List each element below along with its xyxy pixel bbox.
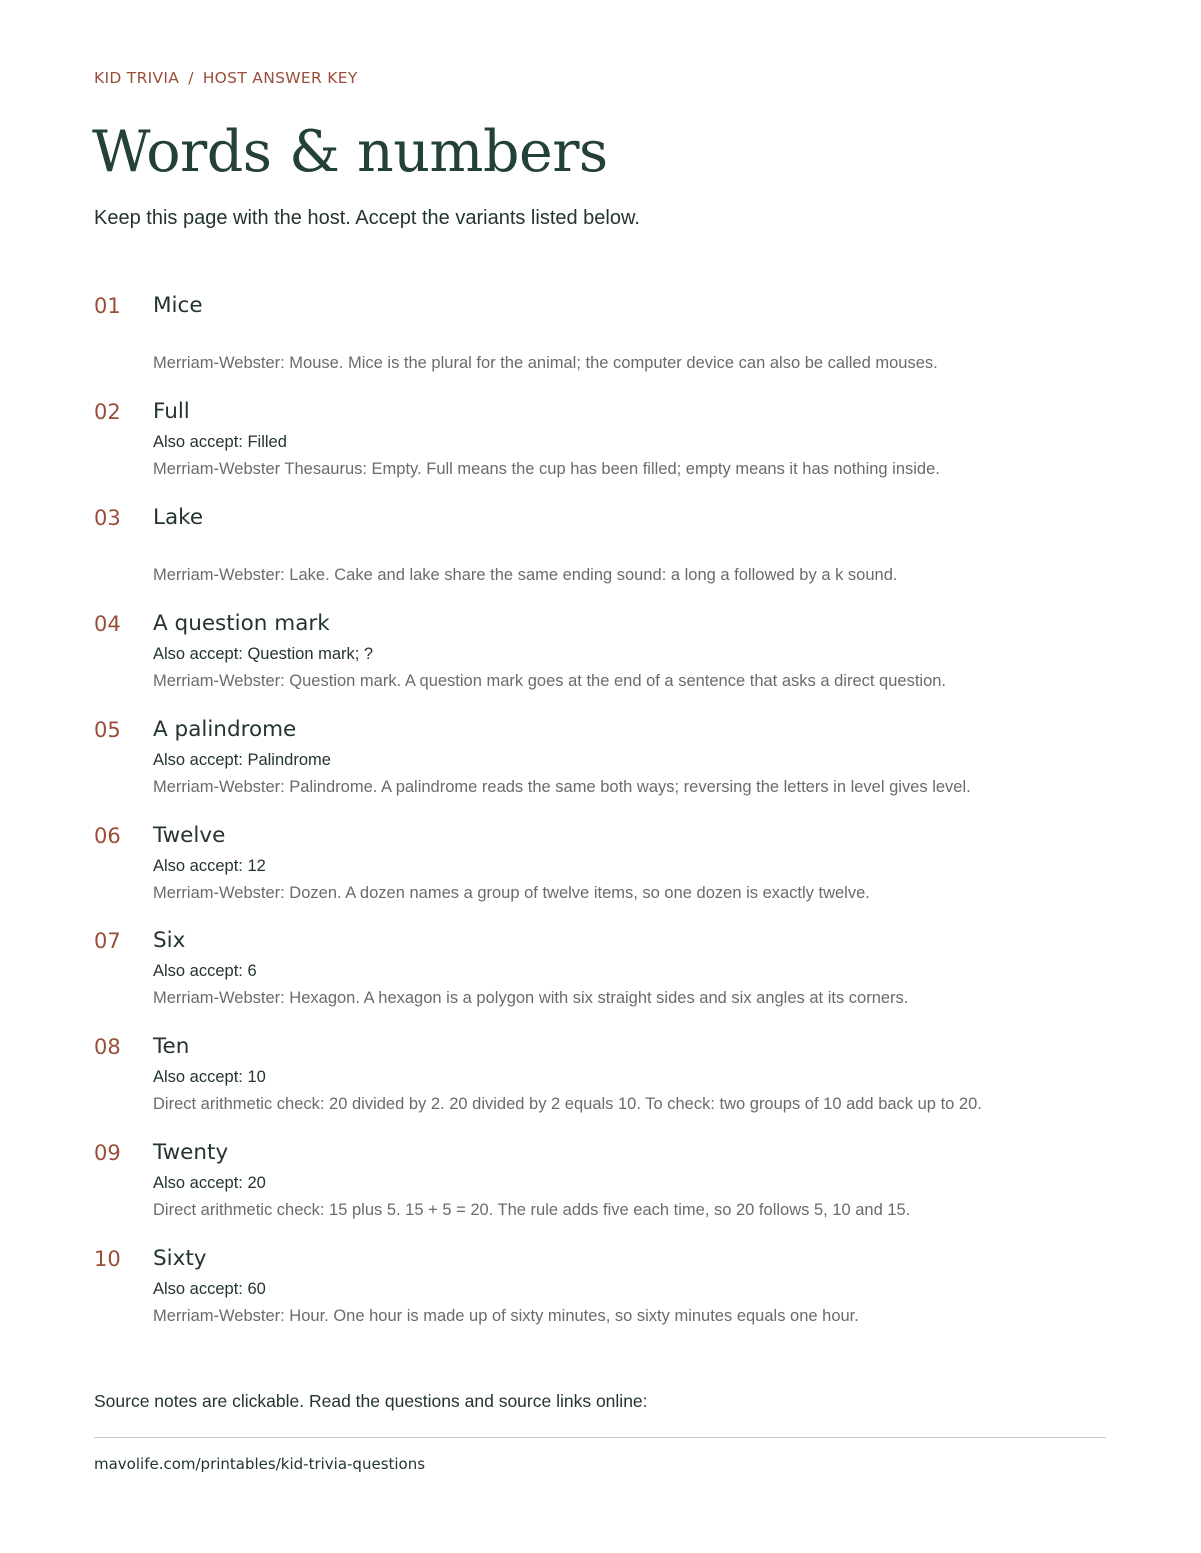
page-subtitle: Keep this page with the host. Accept the variants listed below. bbox=[94, 207, 640, 229]
accepted-variants: Also accept: Palindrome bbox=[153, 750, 331, 769]
answer-text: A palindrome bbox=[153, 716, 297, 742]
answer-item bbox=[94, 292, 1106, 398]
answer-text: Six bbox=[153, 928, 186, 954]
eyebrow-separator: / bbox=[188, 69, 194, 87]
answer-text: Mice bbox=[153, 293, 203, 318]
answer-item bbox=[94, 504, 1106, 610]
accepted-variants: Also accept: Filled bbox=[153, 432, 287, 451]
question-number: 06 bbox=[94, 823, 121, 848]
answer-text: Ten bbox=[153, 1034, 190, 1060]
answer-item bbox=[94, 1033, 1106, 1139]
source-note-link[interactable]: Merriam-Webster: Lake. Cake and lake share the same ending sound: a long a followed by a k sound. bbox=[153, 565, 898, 584]
answer-text: Sixty bbox=[153, 1246, 207, 1272]
source-note-link[interactable]: Merriam-Webster: Dozen. A dozen names a group of twelve items, so one dozen is exactly twelve. bbox=[153, 883, 870, 902]
footer-divider bbox=[94, 1437, 1106, 1438]
footer-note: Source notes are clickable. Read the questions and source links online: bbox=[94, 1391, 648, 1411]
answer-text: Lake bbox=[153, 504, 204, 530]
answer-text: Full bbox=[153, 398, 190, 424]
question-number: 01 bbox=[94, 294, 121, 318]
question-number: 08 bbox=[94, 1035, 121, 1060]
answer-item bbox=[94, 398, 1106, 504]
source-note-link[interactable]: Direct arithmetic check: 20 divided by 2. 20 divided by 2 equals 10. To check: two groups of 10 add back up to 20. bbox=[153, 1095, 982, 1114]
footer-url-link[interactable]: mavolife.com/printables/kid-trivia-questions bbox=[94, 1455, 426, 1473]
accepted-variants: Also accept: 20 bbox=[153, 1174, 266, 1193]
answer-item bbox=[94, 927, 1106, 1033]
answer-item bbox=[94, 716, 1106, 822]
accepted-variants: Also accept: 10 bbox=[153, 1068, 266, 1087]
question-number: 09 bbox=[94, 1141, 121, 1166]
source-note-link[interactable]: Merriam-Webster Thesaurus: Empty. Full means the cup has been filled; empty means it has nothing inside. bbox=[153, 459, 940, 478]
source-note-link[interactable]: Direct arithmetic check: 15 plus 5. 15 + 5 = 20. The rule adds five each time, so 20 follows 5, 10 and 15. bbox=[153, 1201, 911, 1220]
eyebrow-doc-type: HOST ANSWER KEY bbox=[202, 69, 358, 87]
question-number: 04 bbox=[94, 611, 121, 636]
source-note-link[interactable]: Merriam-Webster: Palindrome. A palindrome reads the same both ways; reversing the letters in level gives level. bbox=[153, 777, 971, 796]
eyebrow-section: KID TRIVIA bbox=[94, 69, 180, 87]
source-note-link[interactable]: Merriam-Webster: Question mark. A question mark goes at the end of a sentence that asks a direct question. bbox=[153, 671, 947, 690]
question-number: 02 bbox=[94, 399, 121, 424]
accepted-variants: Also accept: 60 bbox=[153, 1280, 266, 1299]
accepted-variants: Also accept: Question mark; ? bbox=[153, 644, 374, 663]
answer-item bbox=[94, 610, 1106, 716]
answer-item bbox=[94, 1139, 1106, 1245]
source-note-link[interactable]: Merriam-Webster: Hour. One hour is made up of sixty minutes, so sixty minutes equals one hour. bbox=[153, 1307, 859, 1326]
answer-item bbox=[94, 1245, 1106, 1351]
question-number: 05 bbox=[94, 717, 121, 742]
source-note-link[interactable]: Merriam-Webster: Hexagon. A hexagon is a polygon with six straight sides and six angles at its corners. bbox=[153, 989, 909, 1008]
question-number: 10 bbox=[94, 1247, 121, 1272]
answer-text: Twelve bbox=[153, 822, 226, 848]
accepted-variants: Also accept: 6 bbox=[153, 962, 257, 981]
source-note-link[interactable]: Merriam-Webster: Mouse. Mice is the plural for the animal; the computer device can also be called mouses. bbox=[153, 354, 938, 372]
eyebrow bbox=[94, 69, 358, 87]
answer-text: A question mark bbox=[153, 610, 330, 636]
answer-item bbox=[94, 822, 1106, 928]
page-title: Words & numbers bbox=[92, 119, 608, 185]
answer-text: Twenty bbox=[153, 1140, 229, 1166]
accepted-variants: Also accept: 12 bbox=[153, 856, 266, 875]
question-number: 07 bbox=[94, 929, 121, 954]
question-number: 03 bbox=[94, 505, 121, 530]
